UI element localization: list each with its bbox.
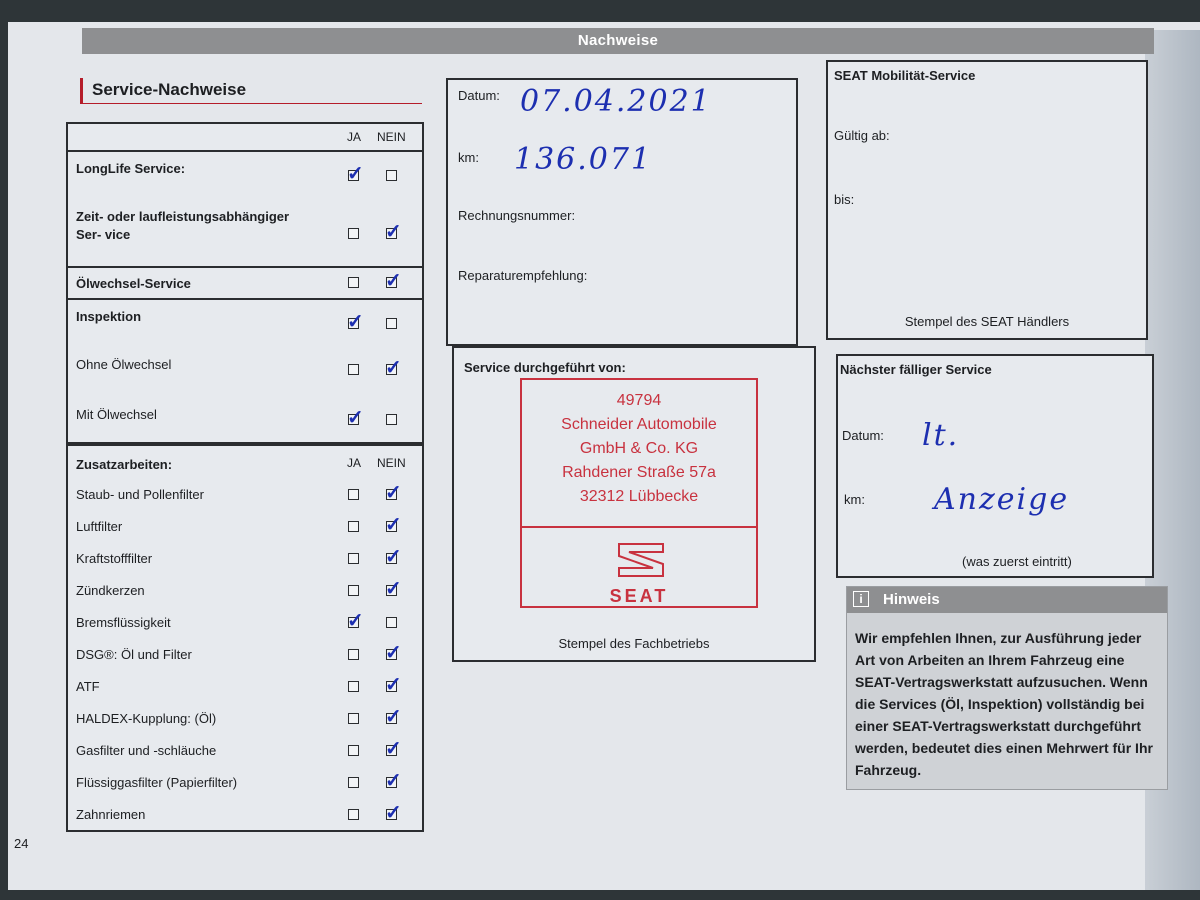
row-label: HALDEX-Kupplung: (Öl)	[76, 711, 217, 726]
nein-checkbox[interactable]	[386, 277, 397, 288]
col-nein-header: NEIN	[377, 130, 406, 144]
page-header: Nachweise	[82, 28, 1154, 54]
nein-checkbox[interactable]	[386, 777, 397, 788]
performed-by-label: Service durchgeführt von:	[464, 360, 626, 375]
col-nein-header: NEIN	[377, 456, 406, 470]
row-label: Zahnriemen	[76, 807, 146, 822]
hint-title: Hinweis	[883, 591, 940, 608]
ja-checkbox[interactable]	[348, 553, 359, 564]
page-number: 24	[14, 836, 29, 851]
nein-checkbox[interactable]	[386, 681, 397, 692]
row-label: Zündkerzen	[76, 583, 145, 598]
ja-checkbox[interactable]	[348, 809, 359, 820]
ja-checkbox[interactable]	[348, 228, 359, 239]
stamp-line: 49794	[616, 392, 662, 409]
service-record-box	[446, 78, 798, 346]
nein-checkbox[interactable]	[386, 318, 397, 329]
mobility-title: SEAT Mobilität-Service	[834, 68, 976, 83]
col-ja-header: JA	[347, 130, 362, 144]
nein-checkbox[interactable]	[386, 649, 397, 660]
stamp-line: 32312 Lübbecke	[579, 488, 699, 505]
ja-checkbox[interactable]	[348, 649, 359, 660]
ja-checkbox[interactable]	[348, 170, 359, 181]
ja-checkbox[interactable]	[348, 777, 359, 788]
next-datum-handwritten[interactable]: lt.	[922, 418, 960, 453]
ja-checkbox[interactable]	[348, 617, 359, 628]
extra-work-title: Zusatzarbeiten:	[76, 457, 173, 472]
stamp-brand: SEAT	[609, 586, 669, 606]
next-datum-label: Datum:	[842, 428, 884, 443]
nein-checkbox[interactable]	[386, 745, 397, 756]
next-km-label: km:	[844, 492, 865, 507]
nein-checkbox[interactable]	[386, 617, 397, 628]
table-divider	[68, 150, 422, 152]
row-label: Inspektion	[76, 309, 142, 324]
row-label: Zeit- oder laufleistungsabhängiger Ser- vice	[76, 209, 290, 242]
row-label: LongLife Service:	[76, 161, 186, 176]
nein-checkbox[interactable]	[386, 521, 397, 532]
row-label: Kraftstofffilter	[76, 551, 153, 566]
nein-checkbox[interactable]	[386, 414, 397, 425]
row-label: DSG®: Öl und Filter	[76, 647, 192, 662]
row-label: Gasfilter und -schläuche	[76, 743, 217, 758]
mobility-caption: Stempel des SEAT Händlers	[904, 314, 1070, 329]
table-divider	[68, 266, 422, 268]
col-ja-header: JA	[347, 456, 362, 470]
row-label: ATF	[76, 679, 100, 694]
table-divider	[68, 298, 422, 300]
nein-checkbox[interactable]	[386, 809, 397, 820]
stamp-line: Rahdener Straße 57a	[562, 464, 716, 481]
ja-checkbox[interactable]	[348, 318, 359, 329]
stamp-caption: Stempel des Fachbetriebs	[558, 636, 710, 651]
ja-checkbox[interactable]	[348, 585, 359, 596]
section-title: Service-Nachweise	[80, 78, 422, 104]
hint-text: Wir empfehlen Ihnen, zur Ausführung jeder Art von Arbeiten an Ihrem Fahrzeug eine SEAT-Vertragswerkstatt aufzusuchen. Wenn die Services (Öl, Inspektion) vollständig bei einer SEAT-Vertragswerkstatt durchgeführt werden, bedeutet dies einen Mehrwert für Ihr Fahrzeug.	[855, 630, 1153, 778]
row-label: Ohne Ölwechsel	[76, 357, 172, 372]
rechnung-label: Rechnungsnummer:	[458, 208, 576, 223]
gueltig-label: Gültig ab:	[834, 128, 890, 143]
nein-checkbox[interactable]	[386, 228, 397, 239]
nein-checkbox[interactable]	[386, 585, 397, 596]
datum-handwritten[interactable]: 07.04.2021	[520, 84, 712, 119]
ja-checkbox[interactable]	[348, 364, 359, 375]
ja-checkbox[interactable]	[348, 745, 359, 756]
km-handwritten[interactable]: 136.071	[514, 142, 653, 177]
ja-checkbox[interactable]	[348, 414, 359, 425]
service-type-table	[66, 122, 424, 444]
stamp-line: GmbH & Co. KG	[579, 440, 699, 457]
ja-checkbox[interactable]	[348, 489, 359, 500]
reparatur-label: Reparaturempfehlung:	[458, 268, 588, 283]
stamp-separator	[522, 526, 756, 528]
dealer-stamp	[520, 378, 758, 608]
row-label: Mit Ölwechsel	[76, 407, 157, 422]
row-label: Bremsflüssigkeit	[76, 615, 171, 630]
nein-checkbox[interactable]	[386, 170, 397, 181]
ja-checkbox[interactable]	[348, 521, 359, 532]
row-label: Flüssiggasfilter (Papierfilter)	[76, 775, 238, 790]
ja-checkbox[interactable]	[348, 713, 359, 724]
stamp-line: Schneider Automobile	[561, 416, 717, 433]
next-service-note: (was zuerst eintritt)	[962, 554, 1072, 569]
next-km-handwritten[interactable]: Anzeige	[934, 482, 1070, 517]
ja-checkbox[interactable]	[348, 681, 359, 692]
datum-label: Datum:	[458, 88, 500, 103]
bis-label: bis:	[834, 192, 855, 207]
hint-box	[846, 586, 1168, 790]
row-label: Luftfilter	[76, 519, 123, 534]
km-label: km:	[458, 150, 479, 165]
next-service-title: Nächster fälliger Service	[840, 362, 992, 377]
row-label: Ölwechsel-Service	[76, 276, 191, 291]
nein-checkbox[interactable]	[386, 553, 397, 564]
seat-logo-icon	[615, 540, 667, 580]
mobility-service-box	[826, 60, 1148, 340]
info-icon: i	[853, 591, 869, 607]
ja-checkbox[interactable]	[348, 277, 359, 288]
hint-header	[847, 587, 1167, 613]
performed-by-box	[452, 346, 816, 662]
row-label: Staub- und Pollenfilter	[76, 487, 204, 502]
next-service-box	[836, 354, 1154, 578]
nein-checkbox[interactable]	[386, 364, 397, 375]
extra-work-table	[66, 444, 424, 832]
nein-checkbox[interactable]	[386, 489, 397, 500]
nein-checkbox[interactable]	[386, 713, 397, 724]
